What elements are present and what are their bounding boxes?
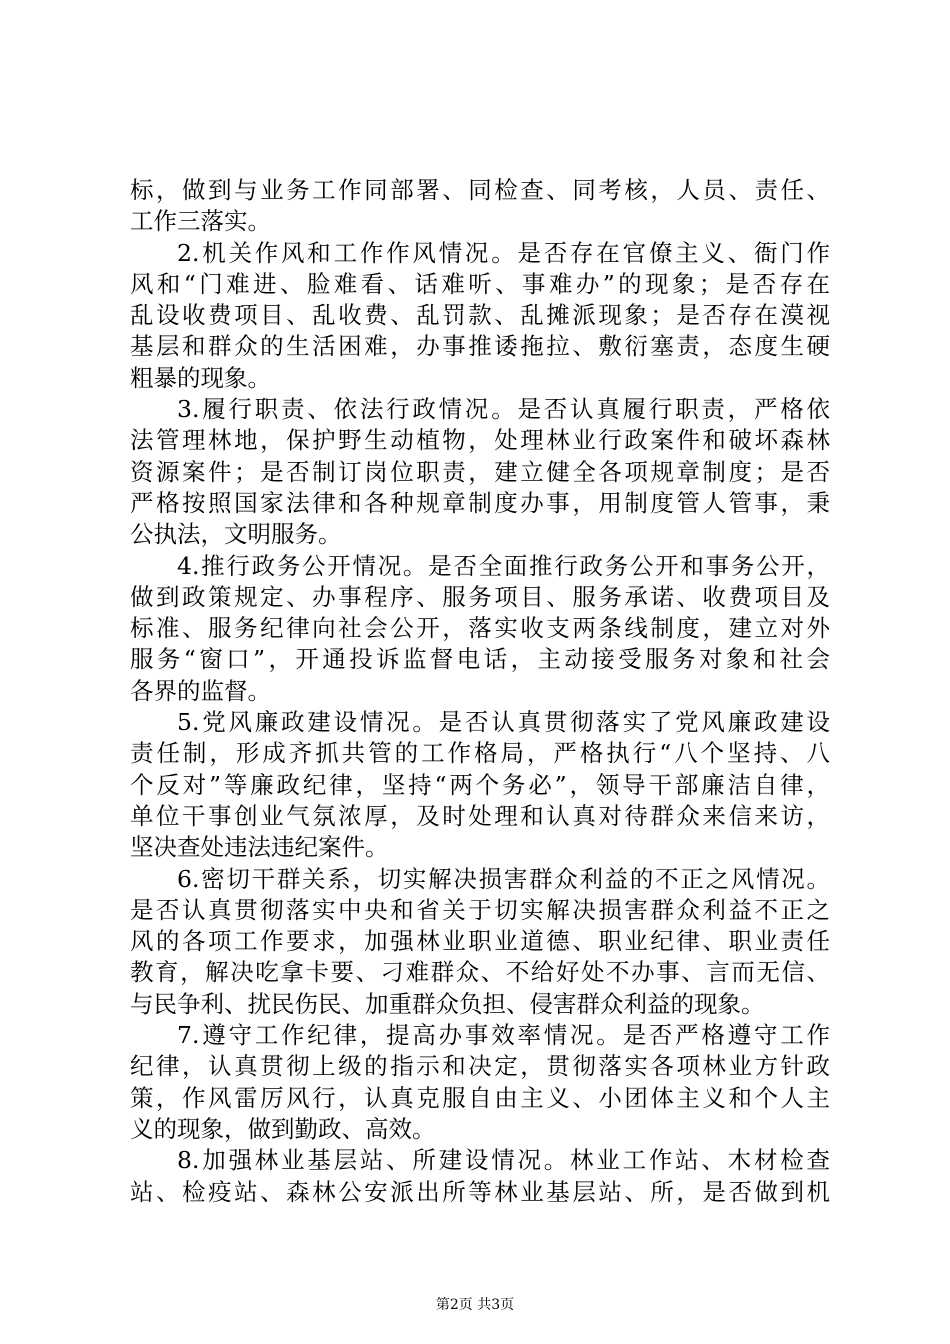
text-line: 风和“门难进、脸难看、话难听、事难办”的现象；是否存在: [130, 269, 830, 298]
text-line: 5.党风廉政建设情况。是否认真贯彻落实了党风廉政建设: [177, 708, 830, 737]
text-line: 是否认真贯彻落实中央和省关于切实解决损害群众利益不正之: [130, 895, 830, 924]
page-number-footer: 第2页 共3页: [435, 1297, 515, 1313]
text-line: 4.推行政务公开情况。是否全面推行政务公开和事务公开，: [177, 551, 830, 580]
text-line: 粗暴的现象。: [130, 363, 271, 392]
text-line: 策，作风雷厉风行，认真克服自由主义、小团体主义和个人主: [130, 1083, 830, 1112]
text-line: 严格按照国家法律和各种规章制度办事，用制度管人管事，秉: [130, 488, 830, 517]
text-line: 各界的监督。: [130, 676, 271, 705]
text-line: 资源案件；是否制订岗位职责，建立健全各项规章制度；是否: [130, 457, 830, 486]
text-line: 单位干事创业气氛浓厚，及时处理和认真对待群众来信来访，: [130, 801, 830, 830]
text-line: 公执法，文明服务。: [130, 520, 342, 549]
text-line: 服务“窗口”，开通投诉监督电话，主动接受服务对象和社会: [130, 645, 830, 674]
text-line: 与民争利、扰民伤民、加重群众负担、侵害群众利益的现象。: [130, 989, 765, 1018]
text-line: 3.履行职责、依法行政情况。是否认真履行职责，严格依: [177, 395, 830, 424]
text-line: 工作三落实。: [130, 207, 271, 236]
text-line: 乱设收费项目、乱收费、乱罚款、乱摊派现象；是否存在漠视: [130, 301, 830, 330]
text-line: 教育，解决吃拿卡要、刁难群众、不给好处不办事、言而无信、: [130, 958, 830, 987]
text-line: 纪律，认真贯彻上级的指示和决定，贯彻落实各项林业方针政: [130, 1052, 830, 1081]
text-line: 义的现象，做到勤政、高效。: [130, 1114, 436, 1143]
text-line: 坚决查处违法违纪案件。: [130, 833, 389, 862]
text-line: 法管理林地，保护野生动植物，处理林业行政案件和破坏森林: [130, 426, 830, 455]
text-line: 标准、服务纪律向社会公开，落实收支两条线制度，建立对外: [130, 614, 830, 643]
text-line: 责任制，形成齐抓共管的工作格局，严格执行“八个坚持、八: [130, 739, 830, 768]
text-line: 8.加强林业基层站、所建设情况。林业工作站、木材检查: [177, 1146, 830, 1175]
text-line: 7.遵守工作纪律，提高办事效率情况。是否严格遵守工作: [177, 1021, 830, 1050]
text-line: 风的各项工作要求，加强林业职业道德、职业纪律、职业责任: [130, 927, 830, 956]
text-line: 6.密切干群关系，切实解决损害群众利益的不正之风情况。: [177, 864, 830, 893]
document-body: [130, 175, 830, 1208]
text-line: 2.机关作风和工作作风情况。是否存在官僚主义、衙门作: [177, 238, 830, 267]
text-line: 标，做到与业务工作同部署、同检查、同考核，人员、责任、: [130, 176, 830, 204]
text-line: 站、检疫站、森林公安派出所等林业基层站、所，是否做到机: [130, 1177, 830, 1206]
text-line: 个反对”等廉政纪律，坚持“两个务必”，领导干部廉洁自律，: [130, 770, 830, 799]
text-line: 基层和群众的生活困难，办事推诿拖拉、敷衍塞责，态度生硬: [130, 332, 830, 361]
text-line: 做到政策规定、办事程序、服务项目、服务承诺、收费项目及: [130, 582, 830, 611]
